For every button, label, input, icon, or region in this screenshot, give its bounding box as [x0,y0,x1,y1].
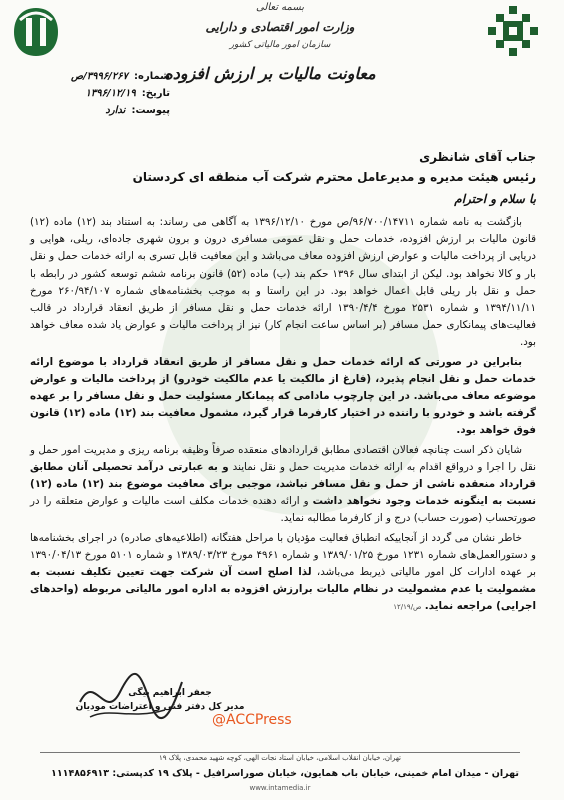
tax-organization-logo-icon [486,4,540,58]
body-text: و ارائه دهنده خدمات مکلف است مالیات و عوارض متعلقه را در صورتحساب (صورت حساب) درج و از کارفرما مطالبه نماید. [30,495,536,525]
bismillah-header: بسمه تعالی [255,2,305,13]
body-small-text: ص/۱۲/۱۹ [393,603,422,612]
ministry-logo-icon [12,6,60,58]
letter-body [30,214,536,619]
signer-name: جعفر ابراهیم بیگی [128,688,212,698]
footer-line-3: www.intamedia.ir [249,784,311,792]
meta-date-label: تاریخ: [141,88,170,99]
body-bold-text: و به عبارتی درآمد تحصیلی آنان مطابق قرارداد منعقده ناشی از حمل و نقل مسافر نباشد، موجبی برای معافیت موضوع بند (۱۲) ماده (۱۲) نسبت به اینگونه خدمات وجود نخواهد داشت [30,460,536,508]
meta-attachment-label: پیوست: [131,105,170,116]
footer-line-1: تهران، خیابان انقلاب اسلامی، خیابان استاد نجات الهی، کوچه شهید محمدی، پلاک ۱۹ [158,754,402,762]
body-text: بازگشت به نامه شماره ۹۶/۷۰۰/۱۴۷۱۱/ص مورخ ۱۳۹۶/۱۲/۱۰ به آگاهی می رساند: به استناد بند (۱۲) ماده (۱۲) قانون مالیات بر ارزش افزوده، خدمات حمل و نقل عمومی مسافری درون و برون شهری جاده‌ای، ریلی، هوایی و دریایی از پرداخت مالیات و عوارض ارزش افزوده معاف می‌باشد و این معافیت قابل تسری به ارائه خدمات حمل و نقل بار و کالا نخواهد بود. لیکن از ابتدای سال ۱۳۹۶ حکم بند (ب) ماده (۵۲) قانون برنامه ششم توسعه کشور در رابطه با حمل و نقل بار ریلی قابل اعمال خواهد بود. در این راستا و به موجب بخشنامه‌های شماره ۲۶۰/۹۴/۱۰۷ مورخ ۱۳۹۴/۱۱/۱۱ و شماره ۲۵۳۱ مورخ ۱۳۹۰/۴/۴ ارائه خدمات حمل و نقل مسافر از طریق انعقاد قرارداد در قالب فعالیت‌های پیمانکاری حمل مسافر (بر اساس ساعت انجام کار) نیز از پرداخت مالیات و عوارض یاد شده معاف خواهد بود. [30,216,536,349]
body-paragraph [30,354,536,440]
body-paragraph [30,442,536,528]
letter-meta [40,68,170,119]
ministry-name: وزارت امور اقتصادی و دارایی [205,20,355,34]
meta-date-value: ۱۳۹۶/۱۲/۱۹ [85,88,136,99]
greeting: با سلام و احترام [454,192,536,206]
body-text: شایان ذکر است چنانچه فعالان اقتصادی مطابق قراردادهای منعقده صرفاً وظیفه برنامه ریزی و مدیریت امور حمل و نقل را اجرا و درواقع اقدام به ارائه خدمات مدیریت حمل و نقل نمایند [30,443,536,473]
body-bold-text: بنابراین در صورتی که ارائه خدمات حمل و نقل مسافر از طریق انعقاد قرارداد با موضوع ارائه خدمات حمل و نقل انجام پذیرد، (فارغ از مالکیت یا عدم مالکیت خودرو) از پرداخت مالیات و عوارض موضوعه معاف می‌باشد. در این چارچوب مادامی که پیمانکار مسئولیت حمل و نقل مسافر را بر عهده گرفته باشد و خودرو با راننده در اختیار کارفرما قرار گیرد، مشمول معافیت بند (۱۲) ماده (۱۲) قانون فوق خواهد بود. [30,355,536,437]
footer-address: تهران - میدان امام خمینی، خیابان باب همایون، خیابان صوراسرافیل - پلاک ۱۹ کدپستی: ۱۱۱۴۸۵۶۹۱۳ [51,768,519,779]
meta-number-row [40,68,170,85]
addressee-title: رئیس هیئت مدیره و مدیرعامل محترم شرکت آب منطقه ای کردستان [132,170,536,184]
meta-date-row [40,85,170,102]
signer-title: مدیر کل دفتر فنی و اعتراضات مودیان [75,702,245,712]
body-paragraph [30,214,536,352]
deputy-title: معاونت مالیات بر ارزش افزوده [164,64,376,83]
body-bold-text: لذا اصلح است آن شرکت جهت تعیین تکلیف نسبت به مشمولیت یا عدم مشمولیت در نظام مالیات برارزش افزوده به اداره امور مالیاتی مربوطه (واحدهای اجرایی) مراجعه نماید. [30,566,536,613]
meta-attachment-value: ندارد [105,105,126,116]
meta-attachment-row [40,102,170,119]
body-text: خاطر نشان می گردد از آنجاییکه انطباق فعالیت مؤدیان با مراحل هفتگانه (اطلاعیه‌های صادره) در اجرای بخشنامه‌ها و دستورالعمل‌های شماره ۱۲۳۱ مورخ ۱۳۸۹/۰۱/۲۵ و شماره ۴۹۶۱ مورخ ۱۳۸۹/۰۳/۲۳ و شماره ۵۱۰۱ مورخ ۱۳۹۰/۰۴/۱۳ بر عهده ادارات کل امور مالیاتی ذیربط می‌باشد، [30,531,536,579]
meta-number-label: شماره: [134,71,170,82]
organization-name: سازمان امور مالیاتی کشور [229,40,331,50]
body-paragraph [30,530,536,617]
footer-divider [40,752,520,753]
watermark-handle: @ACCPress [212,712,292,728]
meta-number-value: ۳۹۹۶/۲۶۷/ص [71,71,129,82]
addressee-name: جناب آقای شانظری [419,150,536,164]
